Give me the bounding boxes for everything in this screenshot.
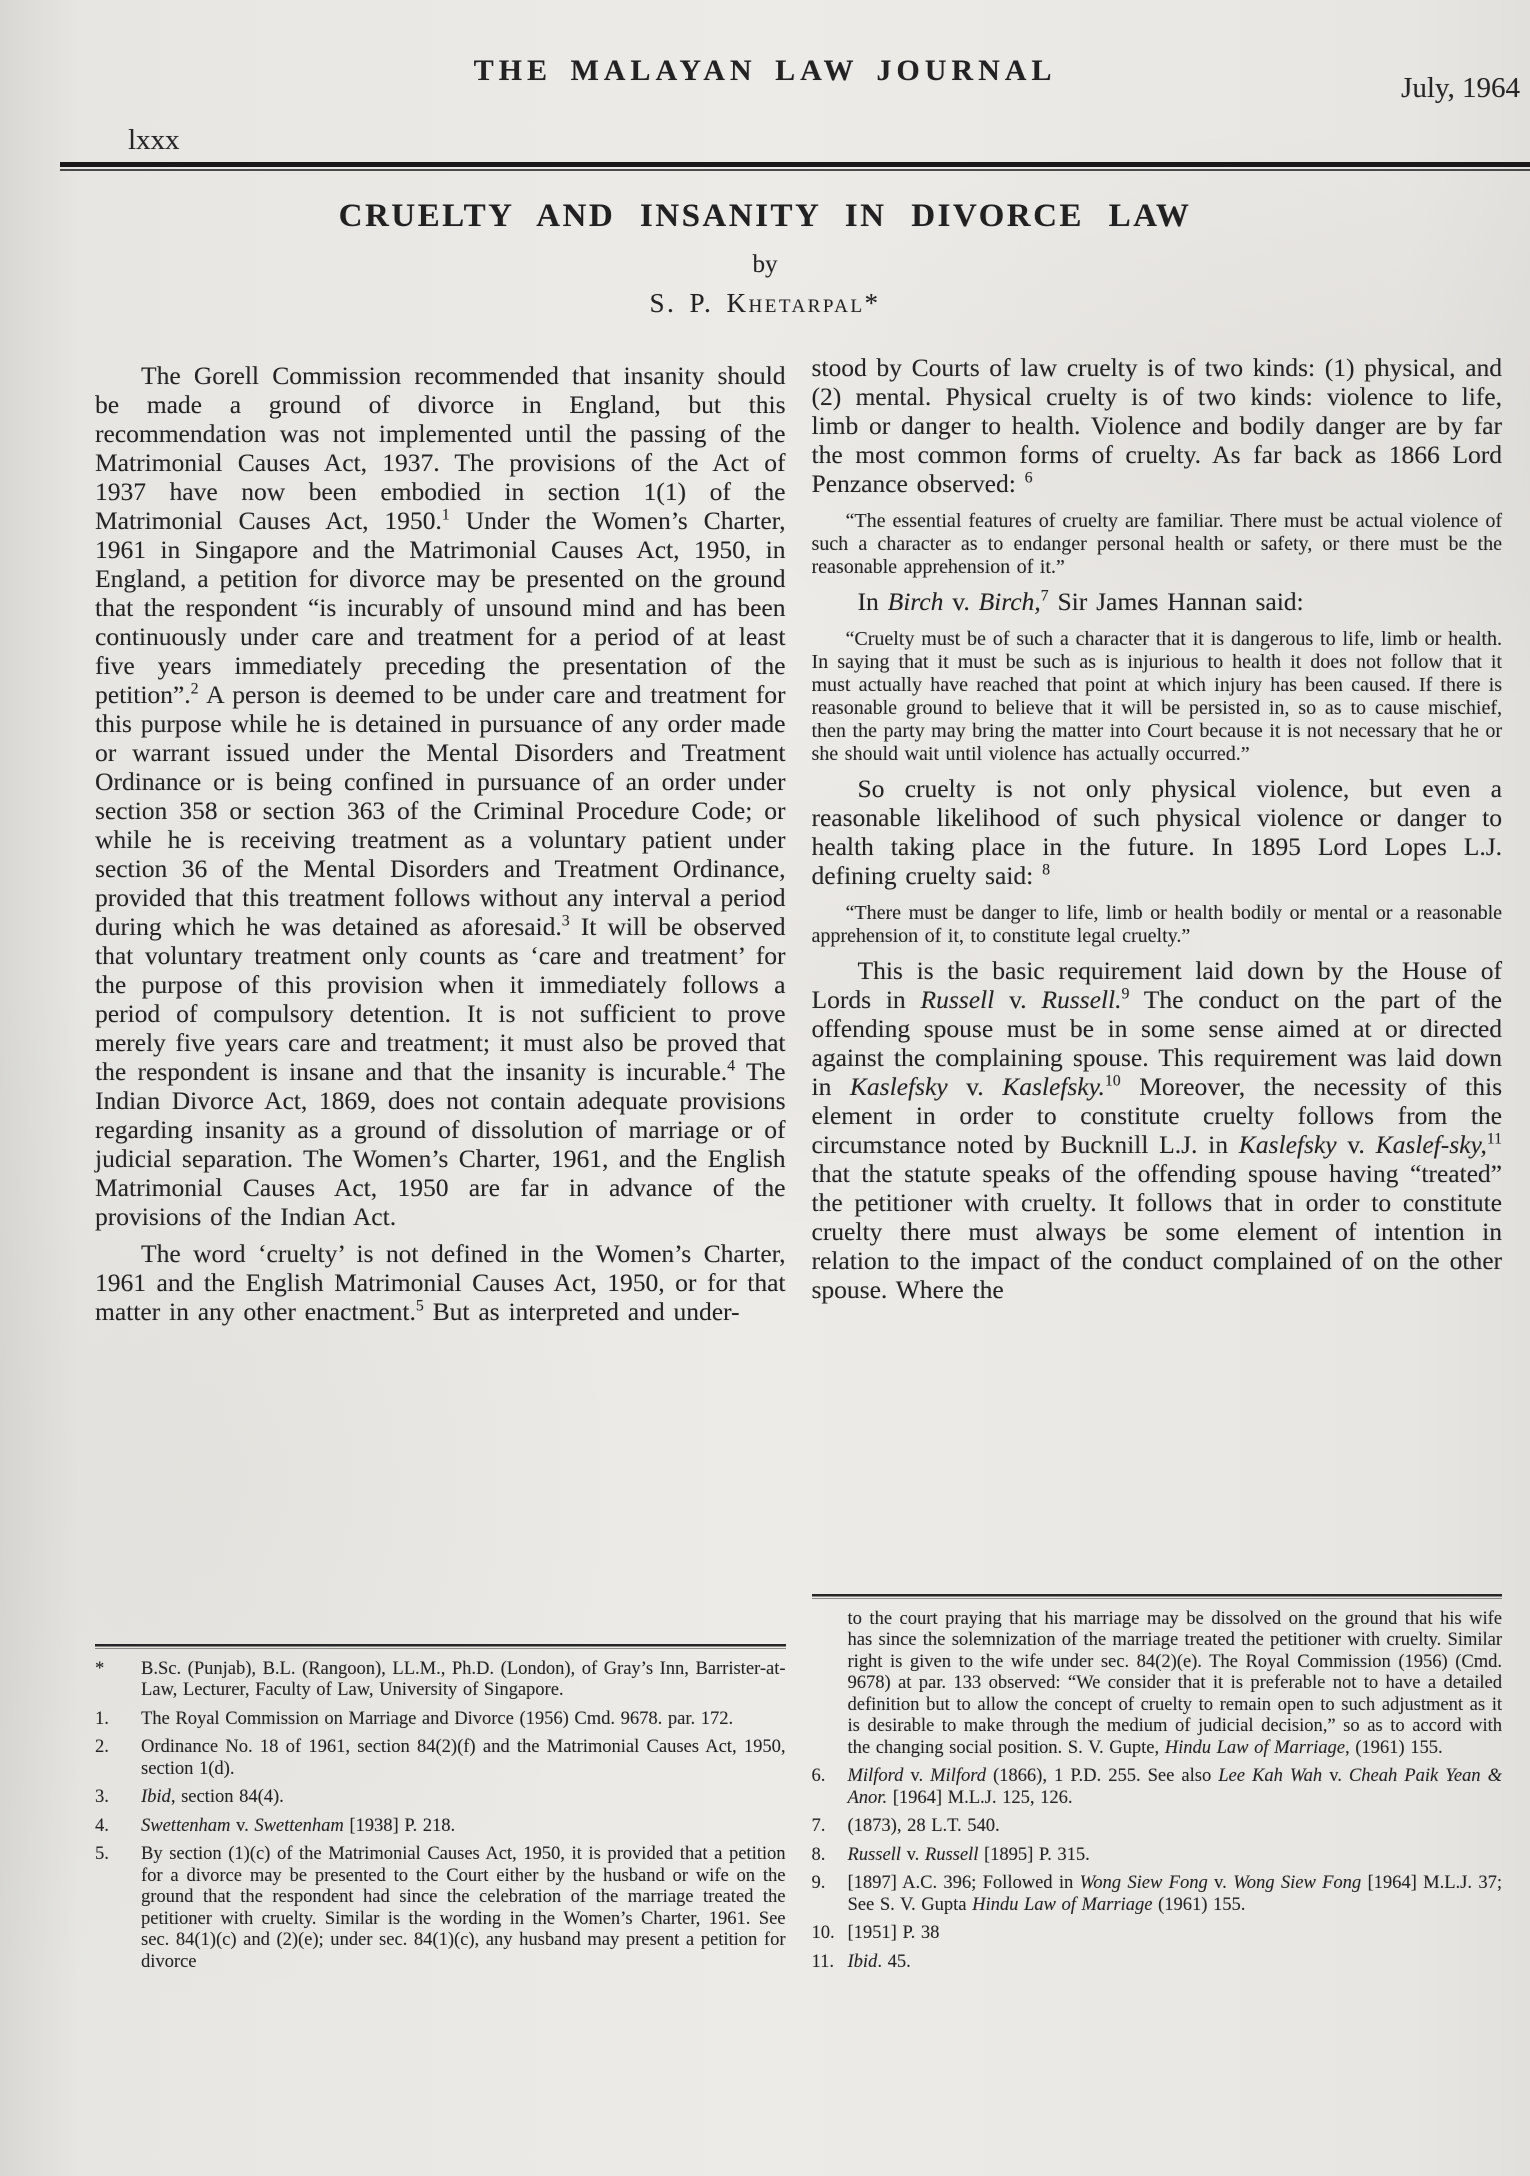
text-run: v. — [1336, 1130, 1376, 1159]
text-run: v. — [947, 1072, 1003, 1101]
footnote-text — [141, 1737, 786, 1780]
footnote — [812, 1845, 1503, 1867]
text-run: Under the Women’s Charter, 1961 in Singapore and the Matrimonial Causes Act, 1950, in England, a petition for divorce may be presented on the ground that the respondent “is incurably of unsound mind and has been continuously under care and treatment for a period of at least five years immediately preceding the presentation of the petition”. — [95, 506, 786, 709]
text-run: The conduct on the part of the offending spouse must be in some sense aimed at or directed against the complaining spouse. This requirement was laid down in — [811, 985, 1502, 1101]
footnote-text — [848, 1766, 1503, 1809]
text-run: In — [857, 587, 888, 616]
right-footnotes — [812, 1609, 1503, 1974]
paragraph — [95, 361, 786, 1231]
footnote-text — [141, 1659, 786, 1702]
text-run: stood by Courts of law cruelty is of two kinds: (1) physical, and (2) mental. Physical cruelty is of two kinds: violence to life, limb or danger to health. Violence and bodily danger are by far the most common forms of cruelty. As far back as 1866 Lord Penzance observed: — [811, 353, 1502, 498]
footnote — [95, 1709, 786, 1731]
case-name: Ibid — [847, 1951, 878, 1972]
text-run: . 45. — [877, 1951, 911, 1972]
text-run: v. — [943, 587, 979, 616]
case-name: Swettenham — [141, 1815, 231, 1836]
case-name: Ibid — [141, 1787, 171, 1807]
text-run: A person is deemed to be under care and treatment for this purpose while he is detained in pursuance of any order made or warrant issued under the Mental Disorders and Treatment Ordinance or is being confined in pursuance of an order under section 358 or section 363 of the Criminal Procedure Code; or while he is receiving treatment as a voluntary patient under section 36 of the Mental Disorders and Treatment Ordinance, provided that this treatment follows without any interval a period during which he was detained as aforesaid. — [95, 680, 786, 941]
text-run: Sir James Hannan said: — [1048, 587, 1304, 616]
text-run: [1951] P. 38 — [847, 1923, 940, 1943]
case-name: Kaslefsky — [1238, 1130, 1337, 1159]
left-footnotes — [95, 1659, 786, 1974]
case-name: Russell — [847, 1844, 901, 1865]
left-column — [95, 353, 786, 1973]
paragraph — [812, 774, 1503, 890]
footnote-marker: * — [95, 1658, 105, 1679]
footnote — [812, 1766, 1503, 1809]
text-run: But as interpreted and under- — [423, 1297, 740, 1326]
footnote-reference: 11 — [1486, 1130, 1502, 1148]
paragraph — [95, 1239, 786, 1326]
byline-prefix: by — [752, 251, 778, 278]
footnote-marker: 8. — [811, 1844, 826, 1865]
right-column — [812, 353, 1503, 1973]
footnote-text — [141, 1844, 786, 1973]
footnote-marker: 3. — [95, 1787, 109, 1807]
case-name: Birch, — [978, 587, 1041, 616]
text-run: The Gorell Commission recommended that insanity should be made a ground of divorce in England, but this recommendation was not implemented until the passing of the Matrimonial Causes Act, 1937. The provisions of the Act of 1937 have now been embodied in section 1(1) of the Matrimonial Causes Act, 1950. — [95, 361, 786, 535]
footnote-marker: 10. — [811, 1923, 835, 1943]
text-run: [1964] M.L.J. 125, 126. — [887, 1787, 1073, 1808]
text-run: v. — [994, 985, 1042, 1014]
masthead-divider-rule — [60, 162, 1530, 172]
footnote-marker: 2. — [95, 1737, 109, 1757]
footnote-reference: 6 — [1024, 469, 1033, 487]
block-quote — [812, 510, 1503, 579]
text-run: , section 84(4). — [170, 1787, 284, 1807]
text-run: It will be observed that voluntary treatment only counts as ‘care and treatment’ for the purpose of this provision when it immediately follows a period of compulsory detention. It is not sufficient to prove merely five years care and treatment; it must also be proved that the respondent is insane and that the insanity is incurable. — [95, 912, 786, 1086]
footnote-text — [141, 1787, 786, 1809]
text-run: Ordinance No. 18 of 1961, section 84(2)(f) and the Matrimonial Causes Act, 1950, section 1(d). — [141, 1737, 786, 1779]
left-footnote-block — [95, 1640, 786, 1974]
footnote — [812, 1609, 1503, 1760]
footnote — [95, 1816, 786, 1838]
case-name: Hindu Law of Marriage — [1164, 1737, 1346, 1758]
text-run: “There must be danger to life, limb or health bodily or mental or a reasonable apprehension of it, to constitute legal cruelty.” — [811, 902, 1502, 947]
text-run: (1866), 1 P.D. 255. See also — [985, 1766, 1219, 1786]
two-column-text-area — [95, 353, 1502, 1973]
footnote-reference: 8 — [1042, 861, 1050, 879]
case-name: Russell. — [1041, 985, 1122, 1014]
footnote-text — [141, 1816, 786, 1838]
text-run: (1961) 155. — [1152, 1894, 1246, 1915]
article-title: CRUELTY AND INSANITY IN DIVORCE LAW — [338, 198, 1192, 234]
text-run: v. — [903, 1766, 931, 1786]
text-run: [1895] P. 315. — [978, 1844, 1090, 1865]
text-run: that the statute speaks of the offending spouse having “treated” the petitioner with cruelty. It follows that in order to constitute cruelty there must always be some element of intention in relation to the impact of the conduct complained of on the other spouse. Where the — [811, 1159, 1502, 1304]
text-run: By section (1)(c) of the Matrimonial Causes Act, 1950, it is provided that a petition for a divorce may be presented to the Court either by the husband or wife on the ground that the respondent had since the celebration of the marriage treated the petitioner with cruelty. Similar is the wording in the Women’s Charter, 1961. See sec. 84(1)(c) and (2)(e); under sec. 84(1)(c), any husband may present a petition for divorce — [141, 1844, 786, 1972]
footnote-marker: 5. — [95, 1844, 109, 1864]
footnote-reference: 3 — [561, 912, 570, 930]
block-quote — [812, 902, 1503, 948]
footnote-text — [848, 1845, 1503, 1867]
text-run: [1938] P. 218. — [343, 1815, 456, 1836]
text-run: v. — [1207, 1873, 1234, 1893]
footnote-reference: 5 — [415, 1297, 424, 1315]
footnote-marker — [812, 1609, 848, 1760]
case-name: Lee Kah Wah — [1218, 1766, 1323, 1786]
text-run: Moreover, the necessity of this element in order to constitute cruelty follows from the circumstance noted by Bucknill L.J. in — [811, 1072, 1502, 1159]
case-name: Milford — [847, 1766, 904, 1786]
footnote — [812, 1952, 1503, 1974]
footnote — [95, 1737, 786, 1780]
folio-page-number: lxxx — [128, 124, 180, 156]
footnote-marker: 11. — [811, 1951, 834, 1972]
case-name: Kaslef-sky, — [1375, 1130, 1487, 1159]
text-run: (1873), 28 L.T. 540. — [847, 1816, 1000, 1836]
footnote — [95, 1787, 786, 1809]
case-name: Russell — [924, 1844, 979, 1865]
case-name: Wong Siew Fong — [1079, 1873, 1208, 1893]
case-name: Cheah Paik Yean & Anor. — [847, 1766, 1502, 1808]
text-run: [1897] A.C. 396; Followed in — [847, 1873, 1080, 1893]
text-run: v. — [900, 1844, 925, 1865]
footnote-reference: 9 — [1121, 985, 1130, 1003]
text-run: B.Sc. (Punjab), B.L. (Rangoon), LL.M., Ph.D. (London), of Gray’s Inn, Barrister-at-Law, Lecturer, Faculty of Law, University of Singapore. — [141, 1658, 786, 1700]
case-name: Russell — [920, 985, 995, 1014]
footnote-reference: 1 — [441, 506, 450, 524]
text-run: So cruelty is not only physical violence, but even a reasonable likelihood of such physical violence or danger to health taking place in the future. In 1895 Lord Lopes L.J. defining cruelty said: — [811, 774, 1502, 890]
left-column-body — [95, 353, 786, 1326]
text-run: , (1961) 155. — [1345, 1737, 1443, 1758]
right-footnote-rule — [812, 1594, 1503, 1599]
footnote — [95, 1844, 786, 1973]
footnote-reference: 4 — [727, 1057, 736, 1075]
text-run: [1964] M.L.J. 37; See S. V. Gupta — [847, 1873, 1502, 1915]
footnote — [812, 1873, 1503, 1916]
footnote-reference: 7 — [1040, 587, 1049, 605]
footnote-marker: 9. — [811, 1873, 826, 1893]
right-column-body — [812, 353, 1503, 1304]
footnote-text — [848, 1952, 1503, 1974]
issue-date: July, 1964 — [1401, 72, 1520, 104]
footnote-marker: 4. — [95, 1815, 109, 1836]
footnote-text — [141, 1709, 786, 1731]
case-name: Swettenham — [254, 1815, 344, 1836]
footnote — [812, 1923, 1503, 1945]
footnote-text — [848, 1609, 1503, 1760]
footnote-marker: 1. — [95, 1708, 109, 1729]
text-run: “The essential features of cruelty are familiar. There must be actual violence of such a character as to endanger personal health or safety, or there must be the reasonable apprehension of it.” — [811, 510, 1502, 578]
footnote-text — [848, 1873, 1503, 1916]
paragraph — [812, 587, 1503, 616]
case-name: Milford — [930, 1766, 986, 1786]
text-run: v. — [230, 1815, 255, 1836]
text-run: to the court praying that his marriage may be dissolved on the ground that his wife has since the solemnization of the marriage treated the petitioner with cruelty. Similar right is given to the wife under sec. 84(2)(e). The Royal Commission (1956) (Cmd. 9678) at par. 133 observed: “We consider that it is preferable not to have a detailed definition but to allow the concept of cruelty to remain open to such adjustment as it is desirable to make through the medium of judicial decision,” so as to accord with the changing social position. S. V. Gupte, — [847, 1608, 1502, 1758]
case-name: Kaslefsky. — [1002, 1072, 1105, 1101]
left-footnote-rule — [95, 1644, 786, 1649]
journal-title: THE MALAYAN LAW JOURNAL — [473, 54, 1057, 87]
footnote-marker: 7. — [811, 1816, 826, 1836]
footnote-text — [848, 1923, 1503, 1945]
author-name: S. P. Khetarpal* — [649, 288, 881, 318]
text-run: The word ‘cruelty’ is not defined in the Women’s Charter, 1961 and the English Matrimonial Causes Act, 1950, or for that matter in any other enactment. — [95, 1239, 786, 1326]
text-run: v. — [1322, 1766, 1349, 1786]
footnote-reference: 10 — [1104, 1072, 1121, 1090]
text-run: This is the basic requirement laid down by the House of Lords in — [811, 956, 1502, 1014]
block-quote — [812, 628, 1503, 766]
text-run: The Indian Divorce Act, 1869, does not contain adequate provisions regarding insanity as a ground of dissolution of marriage or of judicial separation. The Women’s Charter, 1961, and the English Matrimonial Causes Act, 1950 are far in advance of the provisions of the Indian Act. — [95, 1057, 786, 1231]
footnote-text — [848, 1816, 1503, 1838]
masthead — [0, 0, 1530, 172]
text-run: The Royal Commission on Marriage and Divorce (1956) Cmd. 9678. par. 172. — [141, 1708, 734, 1729]
text-run: “Cruelty must be of such a character that it is dangerous to life, limb or health. In saying that it must be such as is injurious to health it does not follow that it must actually have reached that point at which injury has been caused. If there is reasonable ground to believe that it will be persisted in, so as to cause mischief, then the party may bring the matter into Court because it is not necessary that he or she should wait until violence has actually occurred.” — [811, 628, 1502, 765]
case-name: Kaslefsky — [849, 1072, 948, 1101]
case-name: Birch — [887, 587, 944, 616]
footnote-reference: 2 — [190, 680, 199, 698]
case-name: Hindu Law of Marriage — [972, 1894, 1153, 1915]
footnote — [95, 1659, 786, 1702]
paragraph — [812, 956, 1503, 1304]
footnote-marker: 6. — [811, 1766, 826, 1786]
paragraph — [812, 353, 1503, 498]
footnote — [812, 1816, 1503, 1838]
right-footnote-block — [812, 1590, 1503, 1974]
case-name: Wong Siew Fong — [1233, 1873, 1362, 1893]
